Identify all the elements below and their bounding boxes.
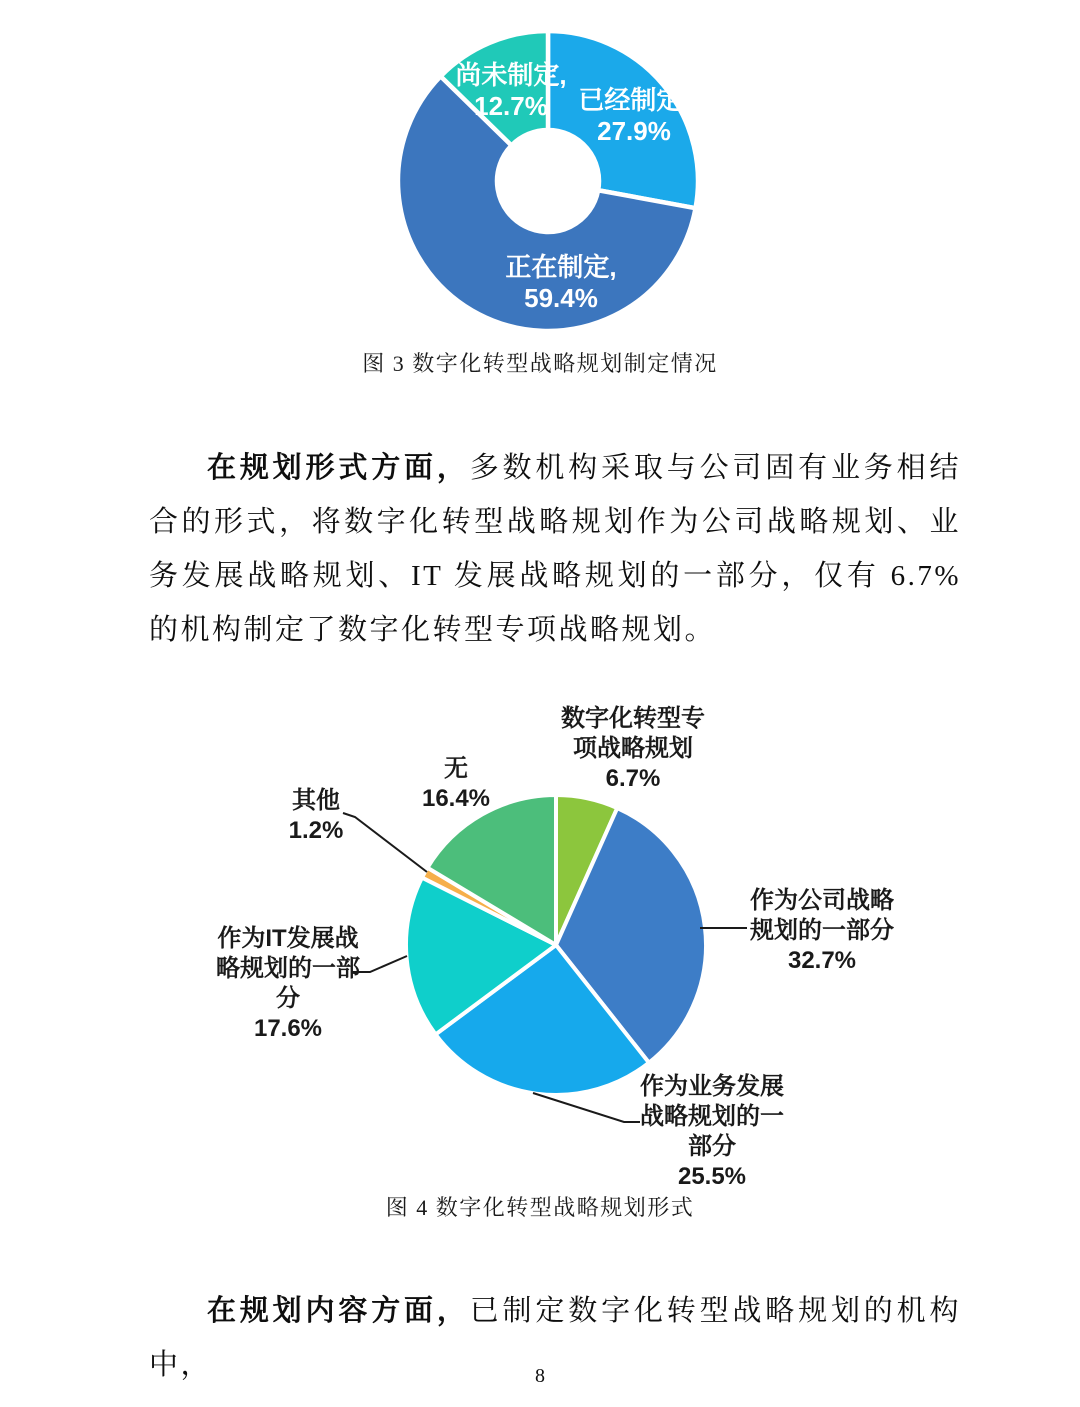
- label-line: 部分: [688, 1133, 736, 1160]
- label-line: 27.9%: [597, 116, 671, 146]
- label-line: 项战略规划: [573, 735, 693, 762]
- label-line: 1.2%: [288, 817, 344, 844]
- label-line: 作为IT发展战: [217, 925, 359, 952]
- paragraph1-lead: 在规划形式方面，: [207, 452, 470, 484]
- label-line: 战略规划的一: [640, 1103, 784, 1130]
- label-line: 数字化转型专: [561, 705, 705, 732]
- label-line: 略规划的一部: [216, 955, 360, 982]
- label-line: 分: [276, 985, 300, 1012]
- paragraph2-body: 已制定数字化转型战略规划的机构中，: [149, 1295, 961, 1381]
- figure4-caption: 图 4 数字化转型战略规划形式: [385, 1195, 695, 1220]
- fig4-data-label-无: [422, 754, 490, 814]
- label-line: 16.4%: [421, 785, 491, 812]
- fig4-data-label-其他: [289, 786, 344, 846]
- label-line: 59.4%: [524, 283, 598, 313]
- fig3-data-label-已经制定: [578, 85, 689, 147]
- label-line: 12.7%: [474, 91, 548, 121]
- label-line: 无: [444, 755, 468, 782]
- fig4-data-label-作为IT发展战略规划的一部分: [216, 924, 360, 1044]
- label-line: 其他: [291, 787, 340, 814]
- page-number: 8: [535, 1365, 545, 1387]
- paragraph1-body: 多数机构采取与公司固有业务相结合的形式，将数字化转型战略规划作为公司战略规划、业务发展战略规划、IT 发展战略规划的一部分，仅有 6.7%的机构制定了数字化转型专项战略规划。: [149, 452, 961, 646]
- label-line: 32.7%: [787, 947, 857, 974]
- fig4-data-label-作为业务发展战略规划的一部分: [640, 1072, 784, 1192]
- paragraph-planning-form: [149, 441, 961, 657]
- fig3-data-label-尚未制定: [455, 60, 566, 122]
- label-line: 尚未制定,: [455, 60, 567, 90]
- label-line: 规划的一部分: [750, 917, 894, 944]
- label-line: 已经制定,: [578, 85, 690, 115]
- fig4-data-label-数字化转型专项战略规划: [561, 704, 705, 794]
- paragraph2-lead: 在规划内容方面，: [207, 1295, 470, 1327]
- label-line: 25.5%: [677, 1163, 747, 1190]
- label-line: 17.6%: [253, 1015, 323, 1042]
- label-line: 作为公司战略: [750, 887, 894, 914]
- label-line: 作为业务发展: [640, 1073, 784, 1100]
- label-line: 6.7%: [605, 765, 661, 792]
- figure3-caption: 图 3 数字化转型战略规划制定情况: [362, 351, 718, 376]
- fig3-data-label-正在制定: [505, 252, 616, 314]
- label-line: 正在制定,: [505, 252, 617, 282]
- fig4-data-label-作为公司战略规划的一部分: [750, 886, 894, 976]
